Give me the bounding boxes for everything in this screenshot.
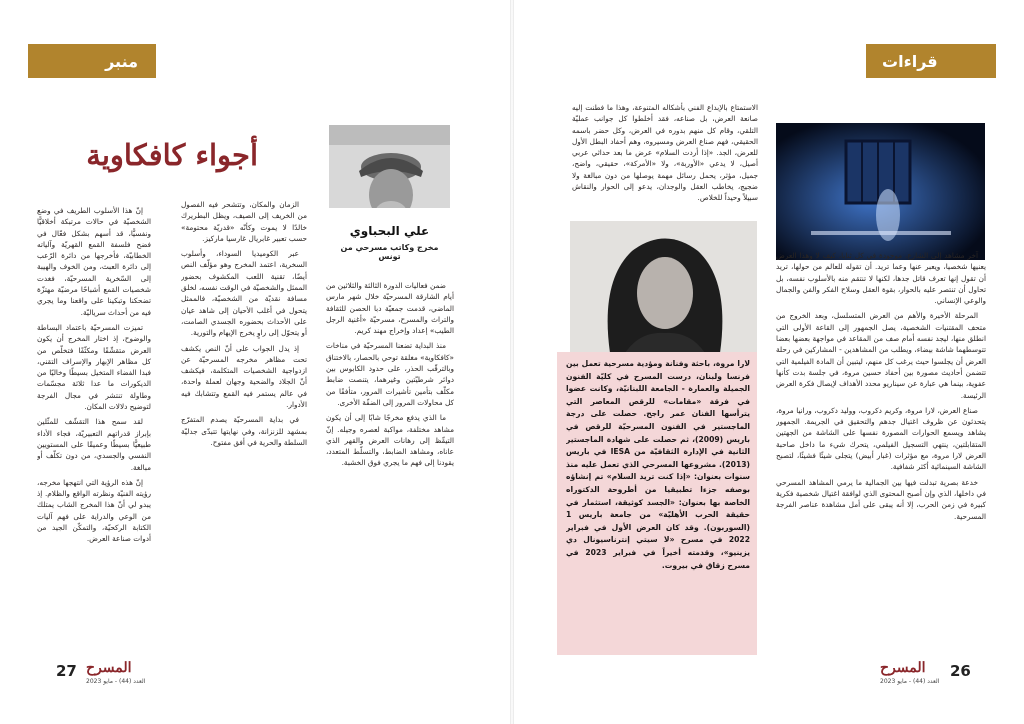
left-column-2 (181, 143, 307, 643)
paragraph: ضمن فعاليات الدورة الثالثة والثلاثين من أيام الشارقة المسرحيّة خلال شهر مارس الماضي، قدمت جمعيّة دبا الحصن للثقافة والتراث والمسرح، مسرحيّة «أغنية الرجل الطيب» إعداد وإخراج مهند كريم. (326, 281, 454, 336)
paragraph: لقد سمح هذا التقشّف للمثّلين بإبراز قدراتهم التعبيريّة، فجاء الأداء طبيعيًّا بسيطًا وعميقًا على المستويين النفسي والجسدي، من دون تكلّف أو مبالغة. (37, 417, 151, 472)
paragraph: خدعة بصرية تبدلت فيها بين الجمالية ما يرمي المشاهد المسرحي في داخلها، الذي وإن أصبح المحتوى الذي لوافقة اغتيال شخصية فكرية كبيرة في زمن الحرب، إلا أنه يبقى على أمل مشاهدة عناصر الفرجة المسرحية. (776, 477, 986, 521)
right-top-text (572, 102, 758, 216)
footer-right (880, 660, 1000, 688)
bio-text: لارا مروة، باحثة وفنانة ومؤدية مسرحية تعمل بين فرنسا ولبنان، درست المسرح في كليّة الفنون الجميلة والعمارة - الجامعة اللبنانيّة، وكانت عضوا في فرقة «مقامات» للرقص المعاصر التي يترأسها الفنان عمر راجح. حصلت على درجة الماجستير في الفنون المسرحيّة للرقص في باريس (2009)، ثم حصلت على شهادة الماجستير الثانية في الإدارة الثقافيّة من IESA في باريس (2013). مشروعها المسرحي الذي تعمل عليه منذ سنوات بعنوان: «إذا كنت تريد السلام» تم إنشاؤه بوصفه جزءا تطبيقيا من أطروحة الدكتوراه الخاصة بها بعنوان: «الجسد كوثيقة، استثمار في حقيقة الحرب الأهليّة» من جامعة باريس 1 (السوربون). وقد كان العرض الأول في فبراير 2022 في مسرح «لا سيتي إنترناسيونال دي يزينيو»، وقدمته أخيراً في فبراير 2023 في مسرح زقاق في بيروت. (566, 359, 750, 570)
paragraph: منذ البداية تضعنا المسرحيّة في مناخات «كافكاوية» مغلقة توحي بالحصار، بالاختناق وبالترقّب الحذر، على حدود الكابوس بين دوائر شرطيّتين وغيرهما، يتنصت ضابط مكلّف بتأمين تأشيرات المرور، متأففًا من كل محاولات المرور إلى الضفّة الأخرى. (326, 341, 454, 407)
paragraph: صناع العرض، لارا مروة، وكريم دكروب، ووليد دكروب، ورانيا مروة، يتحدثون عن ظروف اغتيال جدهم والتحقيق في الجريمة. الجمهور يشاهد ويسمع الحوارات المصورة نفسها على الشاشة من الجهتين المتقابلتين، ينتهي التسجيل الفيلمي، يتحرك شيء ما داخل صاحبة العرض لارا مروة، مع مؤثرات (غبار أبيض) يتجلى شيئًا فشيئًا، لتصبح الشاشة السينمائية أكثر شفافية. (776, 405, 986, 472)
page-spine (510, 0, 514, 724)
paragraph: المرحلة الأخيرة والأهم من العرض المتسلسل، وبعد الخروج من متحف المقتنيات الشخصية، يصل الجمهور إلى القاعة الأولى التي انطلق منها، ليجد نفسه أمام صف من المقاعد في مواجهة بعضها بعضا تتوسطهما شاشة بيضاء، ويطلب من المشاهدين - المشاركين في رحلة العرض أن يجلسوا حيث يرغب كل منهم، ليتبين أن المادة الفيلمية التي تتضمن أحاديث مصورة بين أحفاد حسين مروة، في جلسة بدت كأنها عفوية، بينما هي عبارة عن سيناريو محدد الأهداف لإيصال فكرة العرض الرئيسة. (776, 311, 986, 400)
right-column-1 (776, 250, 986, 650)
page-number-right: 26 (950, 662, 971, 680)
paragraph: آخر مشاهد إلى الشارع، موجودة في كل ثنايا، كيف لا وهذا العرض يعنيها شخصيا، ويعبر عنها وعما تريد. أن تقوله للعالم من حولها، تريد أن تقول إنها تعرف قاتل جدها، لكنها لا تنتقم منه بالأسلوب نفسه، بل تحاول أن تنتصر عليه بالحوار، بقوة العقل وسلاح الفكر والفن والجمال والوعي الإنساني. (776, 251, 986, 306)
magazine-logo-right: المسرح (880, 660, 926, 676)
section-label-left-text: منبر (105, 51, 138, 71)
magazine-logo-left: المسرح (86, 660, 132, 676)
article-title: أجواء كافكاوية (86, 138, 258, 172)
paragraph: في بداية المسرحيّة يصدم المتفرّج بمشهد للزنزانة، وفي نهايتها تتبدّى جدليّة السلطة والحرية في أفق مفتوح. (181, 415, 307, 447)
issue-label-right: العدد (44) - مايو 2023 (880, 678, 940, 685)
paragraph: إنّ هذه الرؤية التي انتهجها مخرجه، رؤيته الفنيّة ونظرته الواقع والظلام. إذ يبدو لي أنّ هذا المخرج الشاب يمتلك من الوعي والدراية على فهم آليات الكتابة الركحيّة، والتمكّن الجيد من أدوات صناعة العرض. (37, 477, 151, 544)
section-label-right (866, 44, 996, 78)
author-role: مخرج وكاتب مسرحي من تونس (340, 243, 439, 261)
lara-marwa-photo (570, 221, 757, 353)
paragraph: تميزت المسرحيّة باعتماد البساطة والوضوح، إذ اختار المخرج أن يكون العرض متقشّفًا ومكثّفًا فتخلّص من كل مظاهر الإبهار والإسراف التقني، فبدا الفضاء المتخيل بسيطًا وخاليًا من الديكورات ما عدا ثلاثة مجسّمات وطاولة تنتشر في مجال الفرجة لتوضيح دلالات المكان. (37, 322, 151, 412)
footer-left (56, 660, 196, 688)
paragraph: الاستمتاع بالإبداع الفني بأشكاله المتنوعة، وهذا ما فطنت إليه صانعة العرض، بل صناعه، فقد أخلطوا كل جوانب عمليّة التلقي، وقام كل منهم بدوره في العرض، وكل حضر باسمه الحقيقي، فهم صناع العرض ومسيروه، وهم أحفاد البطل الأول للعرض، الجد. «إذا أردت السلام» عرض ما بعد حداثي عربي أصيل، لا يدعي «الأوربة»، ولا «الأمركة»، حقيقي، واضح، جميل، مؤثر، يحمل رسائل مهمة يوصلها من دون مبالغة ولا ضجيج، يخاطب العقل والوجدان، يدعو إلى الحوار والنقاش سبيلاً وحيداً للخلاص. (572, 103, 758, 203)
section-label-left (28, 44, 156, 78)
paragraph: ما الذي يدفع مخرجًا شابًا إلى أن يكون مشاهد مختلفة، مواكبة لعصره وجيله. إنّ التيقّظ إلى رهانات العرض والقهر الذي عاناه، ومشاهد الضابط، والتسلّط المتعدد، يقودنا إلى فهم ما يجري فوق الخشبة. (326, 413, 454, 468)
paragraph: إذ يدل الجواب على أنّ النص يكشف تحت مظاهر مخرجه المسرحيّة عن ازدواجية الشخصيات المتكلمة، فيكشف أنّ الجلاد والضحية وجهان لعملة واحدة، في عالم يستمر فيه القمع وتتشابك فيه الأدوار. (181, 343, 307, 410)
left-column-1 (37, 205, 151, 643)
paragraph: إنّ هذا الأسلوب الطريف في وضع الشخصيّة في حالات مرتبكة أخلاقيًّا ونفسيًّا، قد أسهم بشكل فعّال في فضح فلسفة القمع القهريّة وآلياته الخطابيّة، فأخرجها من دائرة الرّعب إلى دائرة العبث، ومن الخوف والهيبة إلى السّخرية المسرحيّة، فغدت شخصيات القمع أشباحًا مرضيّة مهتزّة تضحكنا وتبكينا على واقعنا وما يجري فيه من أحداث سرياليّة. (37, 206, 151, 317)
paragraph: الزمان والمكان، وتتشحر فيه الفصول من الخريف إلى الصيف، ويظل البطريرك خالدًا لا يموت وكأنّه «قدريّة محتومة» حسب تعبير غابريال غارسيا ماركيز. (181, 200, 307, 243)
issue-label-left: العدد (44) - مايو 2023 (86, 678, 146, 685)
page-number-left: 27 (56, 662, 77, 680)
author-name: علي البحباوي (349, 224, 430, 238)
left-column-3 (326, 280, 454, 643)
stage-photo (776, 123, 985, 260)
paragraph: عبر الكوميديا السوداء، وأسلوب السخرية، اعتمد المخرج وهو مؤلّف النص أيضًا، تقنية اللعب المكشوف بحضور الممثل والشخصيّة في الوقت نفسه، لخلق مسافة نقديّة من الشخصيّة، فالممثل يتحول في أغلب الأحيان إلى شاهد عيان على الأحداث بحضوره الجسدي الصامت، أو يتحوّل إلى راوٍ يخرج الإيهام والتورية. (181, 249, 307, 338)
section-label-right-text: قراءات (882, 51, 938, 71)
